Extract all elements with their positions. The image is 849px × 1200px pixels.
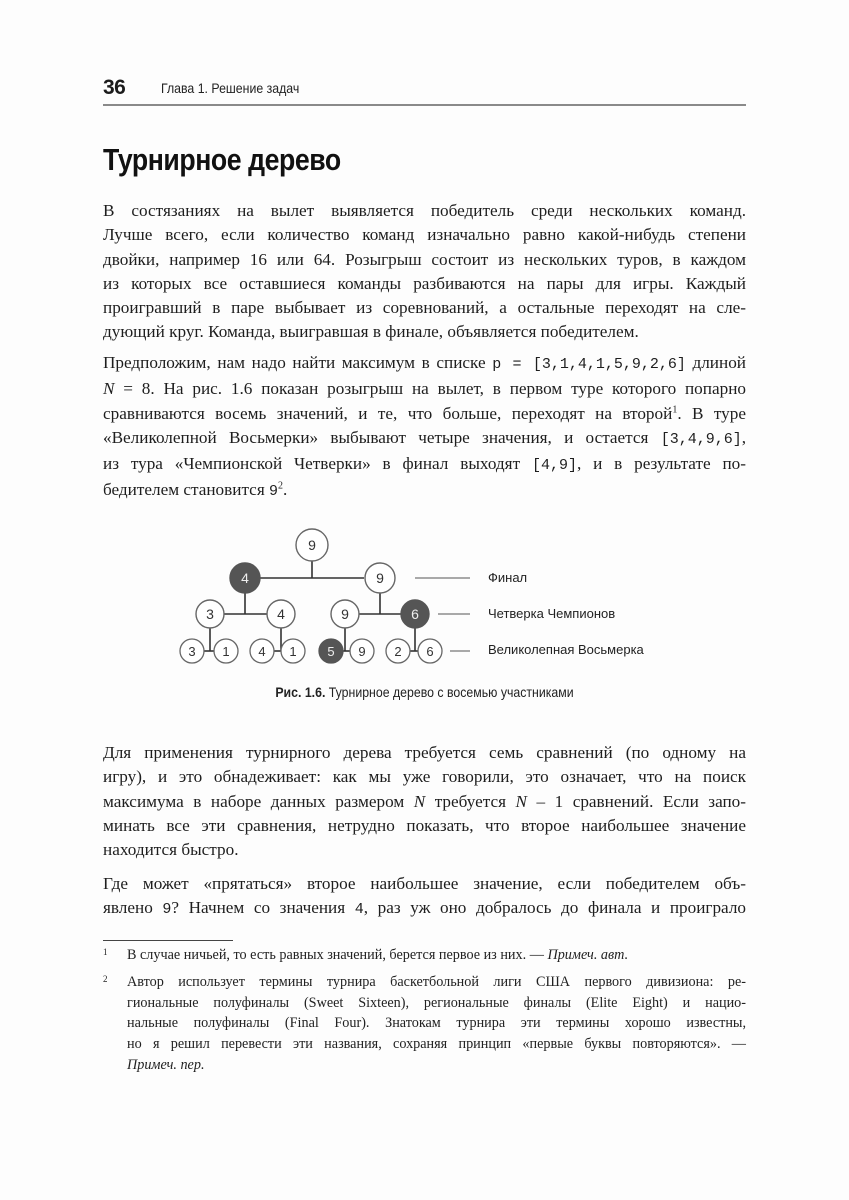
paragraph-example	[103, 351, 746, 505]
node-eight-1	[180, 639, 204, 663]
variable-n: N	[103, 379, 115, 399]
code-winner: 9	[269, 483, 279, 501]
node-final-right	[365, 563, 395, 593]
svg-text:1: 1	[289, 644, 297, 659]
text-line: Предположим, нам надо найти максимум в списке p = [3,1,4,1,5,9,2,6] длиной	[103, 353, 747, 373]
text-line: из тура «Чемпионской Четверки» в финал выходят [4,9], и в результате по-	[103, 454, 746, 475]
text-line: дующий круг. Команда, выигравшая в финале, объявляется победителем.	[103, 322, 639, 342]
caption-label: Рис. 1.6.	[275, 684, 326, 700]
footnote-ref-1[interactable]: 1	[672, 403, 678, 415]
text-line: сравниваются восемь значений, и те, что больше, переходят на второй$^1$. В туре	[103, 403, 746, 423]
svg-text:9: 9	[341, 606, 349, 622]
text-line: игру), и это обнадеживает: как мы уже говорили, это означает, что на поиск	[103, 767, 746, 787]
svg-text:4: 4	[241, 570, 249, 586]
node-eight-2	[214, 639, 238, 663]
tournament-tree-figure	[170, 520, 690, 670]
node-root	[296, 529, 328, 561]
node-four-2	[267, 600, 295, 628]
text-line: из которых все оставшиеся команды разбиваются на пары для игры. Каждый	[103, 273, 746, 293]
paragraph-intro	[103, 199, 746, 345]
svg-text:3: 3	[188, 644, 196, 659]
code-list-final: [4,9]	[531, 457, 577, 475]
label-final: Финал	[488, 570, 528, 585]
footnote-ref-2[interactable]: 2	[278, 480, 284, 492]
node-eight-7	[386, 639, 410, 663]
text-line: Где может «прятаться» второе наибольшее значение, если победителем объ-	[103, 874, 746, 893]
text-line: В состязаниях на вылет выявляется победитель среди нескольких команд.	[103, 201, 746, 220]
label-final-four: Четверка Чемпионов	[488, 606, 616, 621]
section-title: Турнирное дерево	[103, 142, 341, 177]
footnote-1: 1 В случае ничьей, то есть равных значений, берется первое из них. — Примеч. авт.	[103, 945, 746, 966]
page-number: 36	[103, 76, 126, 99]
text-line: находится быстро.	[103, 840, 239, 860]
svg-text:1: 1	[222, 644, 230, 659]
svg-text:4: 4	[277, 606, 285, 622]
text-line: «Великолепной Восьмерки» выбывают четыре значения, и остается [3,4,9,6],	[103, 427, 746, 448]
svg-text:9: 9	[308, 537, 316, 553]
text-line: двойки, например 16 или 64. Розыгрыш состоит из нескольких туров, в каждом	[103, 249, 746, 269]
node-eight-5	[319, 639, 343, 663]
svg-text:9: 9	[376, 570, 384, 586]
svg-text:5: 5	[327, 644, 335, 659]
text-line: максимума в наборе данных размером N требуется N – 1 сравнений. Если запо-	[103, 791, 746, 811]
label-elite-eight: Великолепная Восьмерка	[488, 642, 644, 657]
node-final-left	[230, 563, 260, 593]
svg-text:9: 9	[358, 644, 366, 659]
footnote-mark: 2	[103, 974, 108, 984]
text-line: бедителем становится $9^2$.	[103, 480, 288, 501]
svg-text:2: 2	[394, 644, 402, 659]
code-list-four: [3,4,9,6]	[660, 430, 742, 448]
code-list-p: p = [3,1,4,1,5,9,2,6]	[492, 356, 686, 373]
text-line: N = 8. На рис. 1.6 показан розыгрыш на вылет, в первом туре которого попарно	[103, 379, 746, 399]
text-line: явлено 9? Начнем со значения 4, раз уж оно добралось до финала и проиграло	[103, 898, 746, 919]
figure-caption	[0, 684, 849, 700]
footnote-2: 2 Автор использует термины турнира баскетбольной лиги США первого дивизиона: ре- гиональные полуфиналы (Sweet Sixteen), региональные финалы (Elite Eight) и нацио- нальные полуфиналы (Final Four). Знатокам турнира эти термины хорошо известны, но я решил перевести эти названия, сохраняя принцип «первые буквы повторяются». — Примеч. пер.	[103, 972, 746, 1076]
running-header	[103, 76, 746, 106]
svg-text:6: 6	[411, 606, 419, 622]
text-line: Для применения турнирного дерева требуется семь сравнений (по одному на	[103, 743, 746, 762]
paragraph-comparisons	[103, 741, 746, 862]
node-four-3	[331, 600, 359, 628]
text-line: минать все эти сравнения, нетрудно показать, что второе наибольшее значение	[103, 815, 746, 835]
node-eight-8	[418, 639, 442, 663]
node-four-4	[401, 600, 429, 628]
node-eight-3	[250, 639, 274, 663]
footnote-rule	[103, 940, 233, 941]
svg-text:4: 4	[258, 644, 266, 659]
node-eight-4	[281, 639, 305, 663]
svg-text:6: 6	[426, 644, 434, 659]
node-four-1	[196, 600, 224, 628]
chapter-title: Глава 1. Решение задач	[161, 80, 300, 96]
text-line: проигравший в паре выбывает из соревнований, а остальные переходят на сле-	[103, 298, 746, 318]
paragraph-second-largest	[103, 872, 746, 923]
svg-text:3: 3	[206, 606, 214, 622]
header-rule	[103, 104, 746, 106]
text-line: Лучше всего, если количество команд изначально равно какой-нибудь степени	[103, 225, 746, 245]
node-eight-6	[350, 639, 374, 663]
footnote-mark: 1	[103, 947, 108, 957]
caption-text: Турнирное дерево с восемью участниками	[325, 684, 574, 700]
